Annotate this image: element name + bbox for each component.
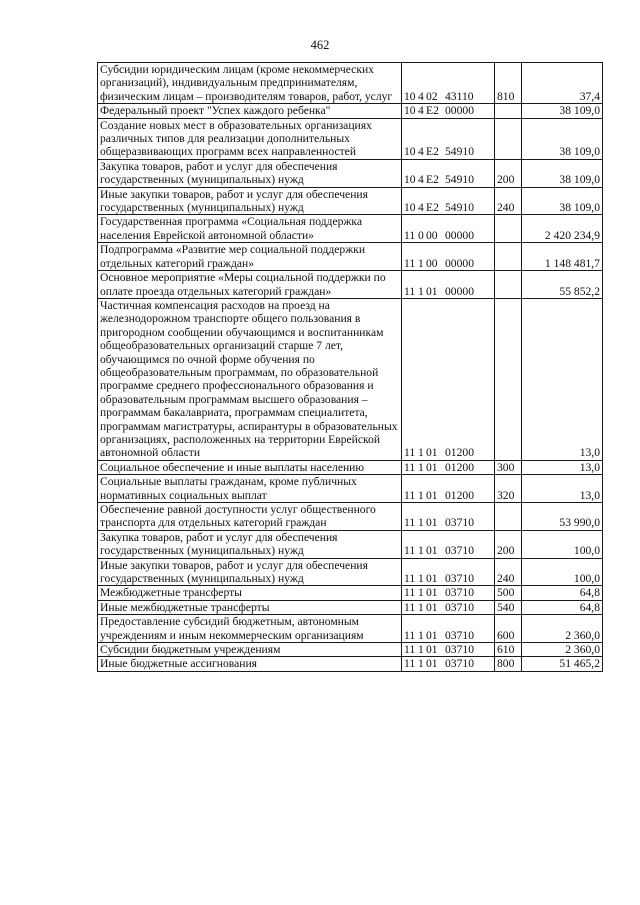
row-expense-type: 810 xyxy=(495,63,522,104)
row-code xyxy=(402,657,495,671)
code-segment: 43110 xyxy=(445,89,474,103)
code-segment: 11 xyxy=(404,572,416,586)
code-segment: 03710 xyxy=(445,657,474,671)
row-amount: 13,0 xyxy=(522,460,603,474)
row-amount: 13,0 xyxy=(522,298,603,460)
code-segment: 03710 xyxy=(445,516,474,530)
code-segment: 00000 xyxy=(445,228,474,242)
row-expense-type xyxy=(495,503,522,531)
row-amount: 53 990,0 xyxy=(522,503,603,531)
row-name: Предоставление субсидий бюджетным, автономным учреждениям и иным некоммерческим организациям xyxy=(98,615,402,643)
code-segment: 01 xyxy=(426,460,438,474)
code-segment: 03710 xyxy=(445,643,474,657)
code-segment: 01 xyxy=(426,600,438,614)
row-name: Закупка товаров, работ и услуг для обеспечения государственных (муниципальных) нужд xyxy=(98,159,402,187)
code-segment: 1 xyxy=(418,256,424,270)
row-code xyxy=(402,600,495,614)
row-code xyxy=(402,558,495,586)
code-segment: 1 xyxy=(418,572,424,586)
page-number: 462 xyxy=(310,38,330,52)
code-segment: 11 xyxy=(404,643,416,657)
row-name: Иные бюджетные ассигнования xyxy=(98,657,402,671)
budget-table xyxy=(97,62,603,672)
row-name: Закупка товаров, работ и услуг для обеспечения государственных (муниципальных) нужд xyxy=(98,530,402,558)
row-expense-type: 240 xyxy=(495,558,522,586)
table-row xyxy=(98,298,603,460)
row-amount: 13,0 xyxy=(522,475,603,503)
row-expense-type xyxy=(495,215,522,243)
code-segment: 1 xyxy=(418,586,424,600)
code-segment: 1 xyxy=(418,284,424,298)
row-name: Обеспечение равной доступности услуг общественного транспорта для отдельных категорий граждан xyxy=(98,503,402,531)
code-segment: E2 xyxy=(426,104,439,118)
row-amount: 38 109,0 xyxy=(522,118,603,159)
code-segment: 03710 xyxy=(445,572,474,586)
table-row xyxy=(98,63,603,104)
row-name: Межбюджетные трансферты xyxy=(98,586,402,600)
code-segment: 54910 xyxy=(445,201,474,215)
row-amount: 38 109,0 xyxy=(522,159,603,187)
code-segment: 01200 xyxy=(445,460,474,474)
row-code xyxy=(402,643,495,657)
code-segment: 4 xyxy=(418,104,424,118)
row-code xyxy=(402,63,495,104)
code-segment: 11 xyxy=(404,586,416,600)
row-code xyxy=(402,615,495,643)
row-amount: 2 420 234,9 xyxy=(522,215,603,243)
row-code xyxy=(402,475,495,503)
code-segment: E2 xyxy=(426,201,439,215)
table-row xyxy=(98,271,603,299)
row-expense-type: 610 xyxy=(495,643,522,657)
table-row xyxy=(98,600,603,614)
code-segment: 11 xyxy=(404,488,416,502)
table-row xyxy=(98,558,603,586)
code-segment: 4 xyxy=(418,201,424,215)
row-name: Социальные выплаты гражданам, кроме публичных нормативных социальных выплат xyxy=(98,475,402,503)
row-amount: 2 360,0 xyxy=(522,615,603,643)
code-segment: 4 xyxy=(418,145,424,159)
row-expense-type xyxy=(495,118,522,159)
row-expense-type xyxy=(495,271,522,299)
table-row xyxy=(98,243,603,271)
code-segment: 02 xyxy=(426,89,438,103)
code-segment: 4 xyxy=(418,173,424,187)
row-amount: 100,0 xyxy=(522,530,603,558)
row-expense-type: 320 xyxy=(495,475,522,503)
code-segment: 11 xyxy=(404,284,416,298)
row-amount: 37,4 xyxy=(522,63,603,104)
budget-table-body xyxy=(98,63,603,672)
row-name: Государственная программа «Социальная поддержка населения Еврейской автономной области» xyxy=(98,215,402,243)
row-amount: 64,8 xyxy=(522,586,603,600)
code-segment: 03710 xyxy=(445,544,474,558)
row-name: Субсидии бюджетным учреждениям xyxy=(98,643,402,657)
code-segment: 11 xyxy=(404,446,416,460)
table-row xyxy=(98,530,603,558)
table-row xyxy=(98,118,603,159)
table-row xyxy=(98,643,603,657)
code-segment: 03710 xyxy=(445,628,474,642)
table-row xyxy=(98,615,603,643)
code-segment: E2 xyxy=(426,173,439,187)
row-amount: 55 852,2 xyxy=(522,271,603,299)
code-segment: 01 xyxy=(426,586,438,600)
table-row xyxy=(98,657,603,671)
code-segment: 01 xyxy=(426,572,438,586)
code-segment: 00 xyxy=(426,256,438,270)
row-code xyxy=(402,460,495,474)
code-segment: E2 xyxy=(426,145,439,159)
row-expense-type: 800 xyxy=(495,657,522,671)
code-segment: 1 xyxy=(418,657,424,671)
row-name: Социальное обеспечение и иные выплаты населению xyxy=(98,460,402,474)
code-segment: 01 xyxy=(426,516,438,530)
row-expense-type: 540 xyxy=(495,600,522,614)
table-row xyxy=(98,586,603,600)
code-segment: 01 xyxy=(426,643,438,657)
row-code xyxy=(402,298,495,460)
row-amount: 100,0 xyxy=(522,558,603,586)
code-segment: 11 xyxy=(404,516,416,530)
row-amount: 38 109,0 xyxy=(522,104,603,118)
code-segment: 10 xyxy=(404,173,416,187)
code-segment: 11 xyxy=(404,544,416,558)
code-segment: 01 xyxy=(426,284,438,298)
row-name: Иные закупки товаров, работ и услуг для обеспечения государственных (муниципальных) нужд xyxy=(98,558,402,586)
row-name: Иные закупки товаров, работ и услуг для обеспечения государственных (муниципальных) нужд xyxy=(98,187,402,215)
code-segment: 11 xyxy=(404,460,416,474)
code-segment: 4 xyxy=(418,89,424,103)
row-amount: 2 360,0 xyxy=(522,643,603,657)
table-row xyxy=(98,460,603,474)
row-expense-type: 240 xyxy=(495,187,522,215)
row-expense-type xyxy=(495,104,522,118)
row-name: Основное мероприятие «Меры социальной поддержки по оплате проезда отдельных категорий граждан» xyxy=(98,271,402,299)
code-segment: 01 xyxy=(426,628,438,642)
code-segment: 1 xyxy=(418,446,424,460)
row-amount: 64,8 xyxy=(522,600,603,614)
row-amount: 51 465,2 xyxy=(522,657,603,671)
code-segment: 10 xyxy=(404,89,416,103)
code-segment: 00000 xyxy=(445,104,474,118)
code-segment: 11 xyxy=(404,600,416,614)
row-name: Частичная компенсация расходов на проезд на железнодорожном транспорте общего пользования в пригородном сообщении обучающимся и воспитанникам общеобразовательных организаций старше 7 лет, обучающимся по очной форме обучения по общеобразовательным программам, по образовательной программе среднего профессионального образования и образовательным программам высшего образования – программам бакалавриата, программам специалитета, программам магистратуры, аспирантуры в образовательных организациях, расположенных на территории Еврейской автономной области xyxy=(98,298,402,460)
code-segment: 10 xyxy=(404,145,416,159)
row-code xyxy=(402,215,495,243)
row-amount: 38 109,0 xyxy=(522,187,603,215)
code-segment: 00 xyxy=(426,228,438,242)
row-code xyxy=(402,271,495,299)
code-segment: 11 xyxy=(404,256,416,270)
code-segment: 11 xyxy=(404,628,416,642)
row-code xyxy=(402,586,495,600)
code-segment: 1 xyxy=(418,544,424,558)
code-segment: 10 xyxy=(404,104,416,118)
code-segment: 00000 xyxy=(445,284,474,298)
row-name: Создание новых мест в образовательных организациях различных типов для реализации дополнительных общеразвивающих программ всех направленностей xyxy=(98,118,402,159)
code-segment: 10 xyxy=(404,201,416,215)
code-segment: 03710 xyxy=(445,586,474,600)
table-row xyxy=(98,475,603,503)
code-segment: 01 xyxy=(426,488,438,502)
code-segment: 54910 xyxy=(445,145,474,159)
row-expense-type: 500 xyxy=(495,586,522,600)
row-code xyxy=(402,503,495,531)
code-segment: 1 xyxy=(418,600,424,614)
row-expense-type: 200 xyxy=(495,530,522,558)
table-row xyxy=(98,159,603,187)
code-segment: 0 xyxy=(418,228,424,242)
table-row xyxy=(98,187,603,215)
code-segment: 01 xyxy=(426,657,438,671)
row-name: Иные межбюджетные трансферты xyxy=(98,600,402,614)
row-code xyxy=(402,530,495,558)
table-row xyxy=(98,104,603,118)
code-segment: 11 xyxy=(404,228,416,242)
row-expense-type xyxy=(495,298,522,460)
row-code xyxy=(402,159,495,187)
code-segment: 54910 xyxy=(445,173,474,187)
code-segment: 1 xyxy=(418,643,424,657)
row-expense-type xyxy=(495,243,522,271)
row-expense-type: 300 xyxy=(495,460,522,474)
row-code xyxy=(402,118,495,159)
row-code xyxy=(402,243,495,271)
row-amount: 1 148 481,7 xyxy=(522,243,603,271)
code-segment: 1 xyxy=(418,460,424,474)
row-code xyxy=(402,104,495,118)
code-segment: 01 xyxy=(426,544,438,558)
code-segment: 1 xyxy=(418,628,424,642)
row-expense-type: 600 xyxy=(495,615,522,643)
code-segment: 03710 xyxy=(445,600,474,614)
code-segment: 01200 xyxy=(445,446,474,460)
code-segment: 11 xyxy=(404,657,416,671)
row-name: Федеральный проект "Успех каждого ребенка" xyxy=(98,104,402,118)
code-segment: 00000 xyxy=(445,256,474,270)
row-expense-type: 200 xyxy=(495,159,522,187)
row-code xyxy=(402,187,495,215)
row-name: Субсидии юридическим лицам (кроме некоммерческих организаций), индивидуальным предпринимателям, физическим лицам – производителям товаров, работ, услуг xyxy=(98,63,402,104)
row-name: Подпрограмма «Развитие мер социальной поддержки отдельных категорий граждан» xyxy=(98,243,402,271)
code-segment: 1 xyxy=(418,488,424,502)
code-segment: 01200 xyxy=(445,488,474,502)
table-row xyxy=(98,215,603,243)
code-segment: 1 xyxy=(418,516,424,530)
table-row xyxy=(98,503,603,531)
code-segment: 01 xyxy=(426,446,438,460)
